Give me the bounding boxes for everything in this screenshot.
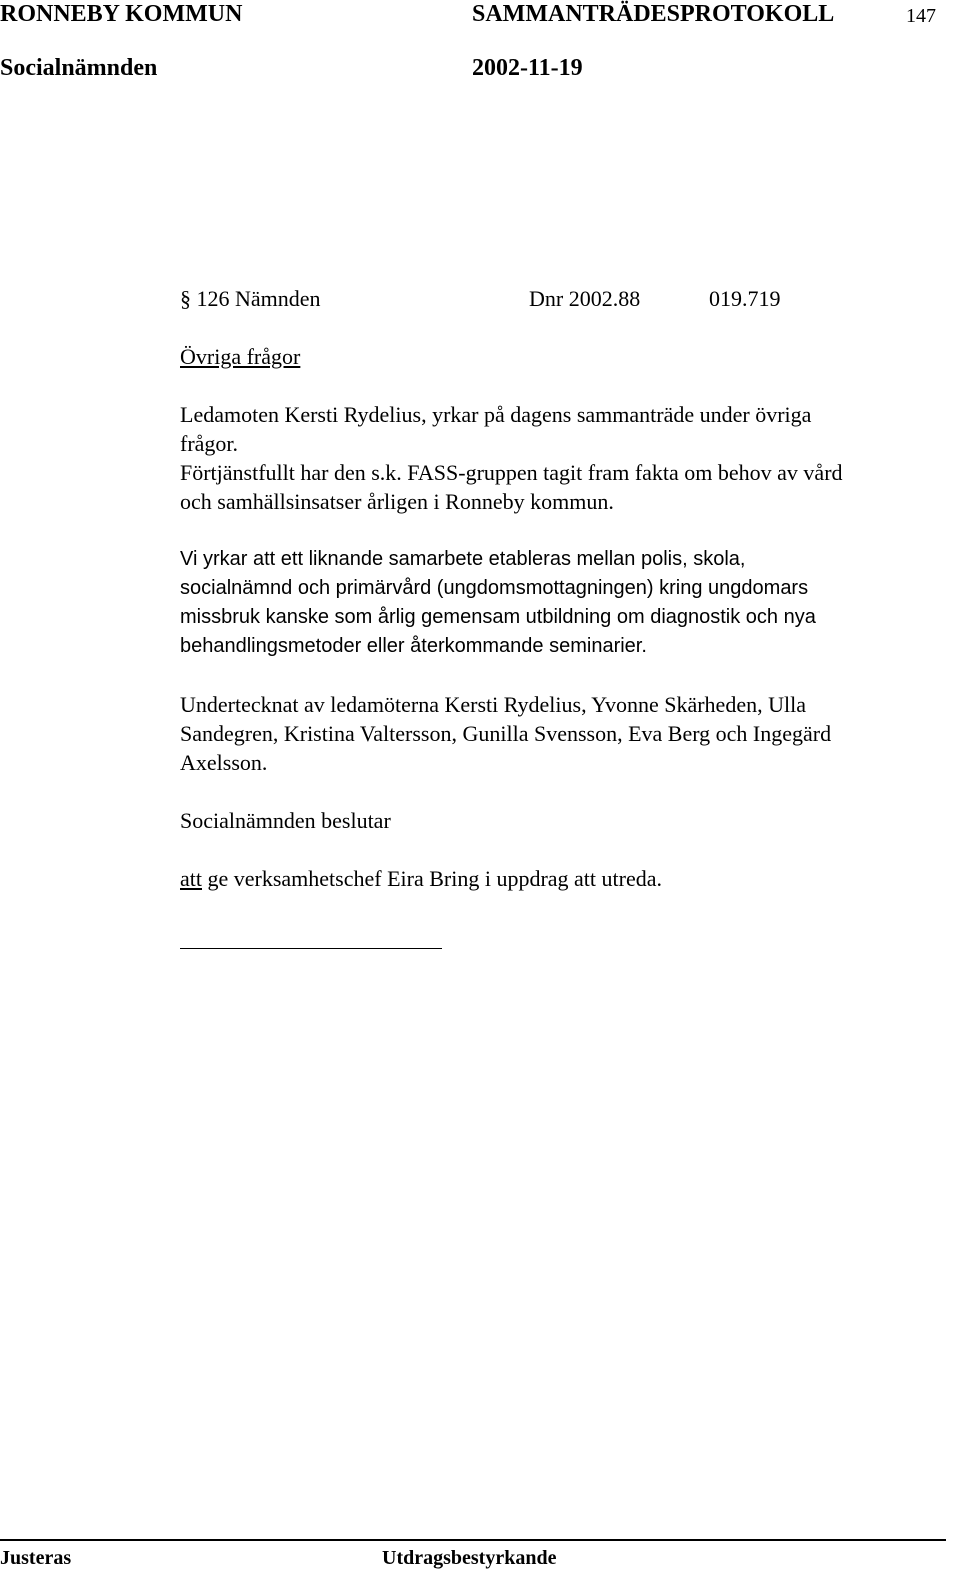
meeting-date: 2002-11-19 [472,55,583,81]
item-heading: Övriga frågor [180,344,301,369]
decision-intro: Socialnämnden beslutar [180,808,391,833]
paragraph-line: och samhällsinsatser årligen i Ronneby kommun. [180,489,614,514]
decision-line [180,864,662,893]
paragraph-line: Undertecknat av ledamöterna Kersti Rydelius, Yvonne Skärheden, Ulla [180,692,806,717]
page-number: 147 [906,5,936,27]
paragraph-line: missbruk kanske som årlig gemensam utbildning om diagnostik och nya [180,606,816,628]
paragraph-line: Vi yrkar att ett liknande samarbete etableras mellan polis, skola, [180,548,746,570]
section-end-rule [180,948,442,949]
paragraph-line: Sandegren, Kristina Valtersson, Gunilla Svensson, Eva Berg och Ingegärd [180,721,832,746]
paragraph-line: Ledamoten Kersti Rydelius, yrkar på dagens sammanträde under övriga [180,402,812,427]
att-keyword: att [180,866,202,891]
diary-number: Dnr 2002.88 [529,286,641,311]
paragraph-line: Förtjänstfullt har den s.k. FASS-gruppen tagit fram fakta om behov av vård [180,460,843,485]
section-number: § 126 Nämnden [180,286,321,311]
paragraph-line: behandlingsmetoder eller återkommande seminarier. [180,635,647,657]
decision-text: ge verksamhetschef Eira Bring i uppdrag att utreda. [202,866,663,891]
footer-rule [0,1539,946,1541]
document-type: SAMMANTRÄDESPROTOKOLL [472,1,835,27]
org-name: RONNEBY KOMMUN [0,1,243,27]
paragraph-line: socialnämnd och primärvård (ungdomsmottagningen) kring ungdomars [180,577,809,599]
classification-code: 019.719 [709,286,781,311]
footer-utdragsbestyrkande: Utdragsbestyrkande [382,1547,557,1569]
footer-justeras: Justeras [0,1547,72,1569]
paragraph-line: Axelsson. [180,750,268,775]
committee-name: Socialnämnden [0,55,158,81]
paragraph-line: frågor. [180,431,239,456]
